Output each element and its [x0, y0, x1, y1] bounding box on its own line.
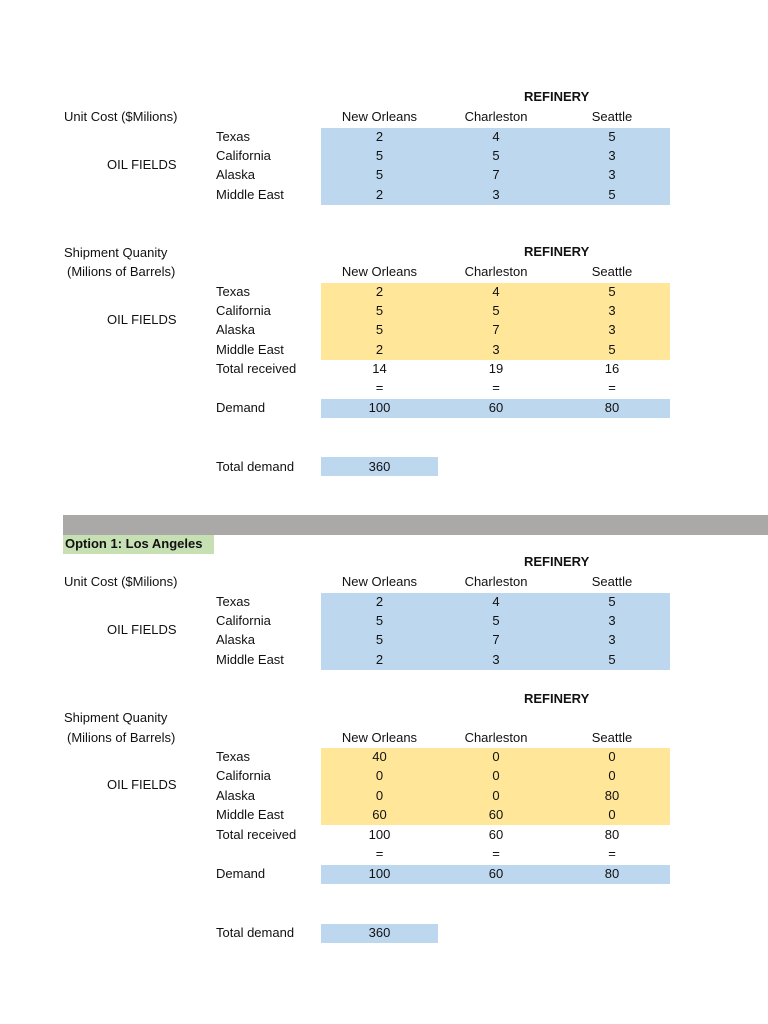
total-demand-label: Total demand [216, 459, 295, 474]
table-cell: 3 [608, 167, 616, 182]
refinery-header: REFINERY [524, 89, 590, 104]
table-cell[interactable]: 0 [608, 749, 616, 764]
row-label-california: California [216, 303, 271, 318]
column-header-new-orleans: New Orleans [341, 109, 418, 124]
table-cell[interactable]: 5 [608, 284, 616, 299]
table-cell[interactable]: 5 [375, 303, 384, 318]
table-cell: 5 [608, 187, 616, 202]
demand-value: 100 [368, 400, 391, 415]
row-label-alaska: Alaska [216, 322, 256, 337]
refinery-header: REFINERY [524, 554, 590, 569]
oil-fields-label: OIL FIELDS [107, 157, 177, 172]
table-cell: 2 [375, 187, 384, 202]
table-cell: 3 [608, 148, 616, 163]
row-label-middle-east: Middle East [216, 342, 284, 357]
column-header-charleston: Charleston [464, 109, 528, 124]
table-cell[interactable]: 0 [608, 768, 616, 783]
table-cell: 2 [375, 129, 384, 144]
table-cell[interactable]: 3 [492, 342, 500, 357]
demand-value: 80 [604, 400, 620, 415]
table-cell[interactable]: 0 [375, 768, 384, 783]
table-cell[interactable]: 4 [492, 284, 500, 299]
total-received-value: 14 [372, 361, 387, 376]
table-cell: 3 [492, 652, 500, 667]
table-cell[interactable]: 0 [375, 788, 384, 803]
table-cell[interactable]: 0 [492, 788, 500, 803]
table-cell[interactable]: 60 [488, 807, 504, 822]
equals-sign: = [608, 380, 616, 395]
table-cell[interactable]: 0 [492, 768, 500, 783]
table-cell: 3 [492, 187, 500, 202]
shipment-units-label: (Milions of Barrels) [67, 264, 176, 279]
table-cell: 4 [492, 594, 500, 609]
unit-cost-label: Unit Cost ($Milions) [64, 574, 178, 589]
table-cell[interactable]: 5 [375, 322, 384, 337]
oil-fields-label: OIL FIELDS [107, 312, 177, 327]
total-received-value: 60 [488, 827, 504, 842]
table-cell[interactable]: 7 [492, 322, 500, 337]
table-cell: 7 [492, 167, 500, 182]
total-received-value: 16 [604, 361, 620, 376]
demand-value: 60 [488, 866, 504, 881]
demand-value: 80 [604, 866, 620, 881]
oil-fields-label: OIL FIELDS [107, 777, 177, 792]
table-cell: 5 [608, 594, 616, 609]
table-cell[interactable]: 80 [604, 788, 620, 803]
column-header-charleston: Charleston [464, 574, 528, 589]
table-cell[interactable]: 3 [608, 303, 616, 318]
column-header-new-orleans: New Orleans [341, 730, 418, 745]
table-cell: 5 [492, 148, 500, 163]
row-label-california: California [216, 613, 271, 628]
demand-label: Demand [216, 866, 266, 881]
table-cell: 3 [608, 632, 616, 647]
table-cell: 5 [492, 613, 500, 628]
table-cell[interactable]: 2 [375, 284, 384, 299]
row-label-california: California [216, 768, 271, 783]
row-label-texas: Texas [216, 749, 250, 764]
refinery-header: REFINERY [524, 691, 590, 706]
total-demand-value: 360 [368, 459, 391, 474]
oil-fields-label: OIL FIELDS [107, 622, 177, 637]
table-cell[interactable]: 60 [372, 807, 387, 822]
table-cell: 5 [375, 148, 384, 163]
table-cell[interactable]: 3 [608, 322, 616, 337]
table-cell: 3 [608, 613, 616, 628]
total-received-value: 100 [368, 827, 391, 842]
table-cell: 7 [492, 632, 500, 647]
table-cell[interactable]: 0 [492, 749, 500, 764]
table-cell: 5 [375, 167, 384, 182]
demand-value: 60 [488, 400, 504, 415]
shipment-quantity-label: Shipment Quanity [64, 245, 168, 260]
demand-value: 100 [368, 866, 391, 881]
row-label-alaska: Alaska [216, 632, 256, 647]
column-header-seattle: Seattle [591, 574, 633, 589]
column-header-charleston: Charleston [464, 264, 528, 279]
total-received-label: Total received [216, 361, 297, 376]
table-cell: 4 [492, 129, 500, 144]
total-demand-label: Total demand [216, 925, 295, 940]
total-received-value: 80 [604, 827, 620, 842]
equals-sign: = [492, 846, 500, 861]
equals-sign: = [492, 380, 500, 395]
column-header-new-orleans: New Orleans [341, 264, 418, 279]
row-label-alaska: Alaska [216, 788, 256, 803]
table-cell: 5 [608, 129, 616, 144]
section-divider [63, 515, 768, 535]
total-received-value: 19 [488, 361, 504, 376]
equals-sign: = [375, 846, 384, 861]
table-cell: 5 [608, 652, 616, 667]
equals-sign: = [375, 380, 384, 395]
table-cell: 2 [375, 594, 384, 609]
shipment-quantity-label: Shipment Quanity [64, 710, 168, 725]
total-received-label: Total received [216, 827, 297, 842]
unit-cost-label: Unit Cost ($Milions) [64, 109, 178, 124]
row-label-middle-east: Middle East [216, 807, 284, 822]
table-cell[interactable]: 0 [608, 807, 616, 822]
row-label-texas: Texas [216, 284, 250, 299]
table-cell: 2 [375, 652, 384, 667]
column-header-seattle: Seattle [591, 730, 633, 745]
row-label-california: California [216, 148, 271, 163]
table-cell: 5 [375, 632, 384, 647]
option-title: Option 1: Los Angeles [65, 536, 203, 551]
row-label-middle-east: Middle East [216, 187, 284, 202]
equals-sign: = [608, 846, 616, 861]
row-label-texas: Texas [216, 129, 250, 144]
table-cell: 5 [375, 613, 384, 628]
row-label-alaska: Alaska [216, 167, 256, 182]
row-label-texas: Texas [216, 594, 250, 609]
shipment-units-label: (Milions of Barrels) [67, 730, 176, 745]
column-header-seattle: Seattle [591, 109, 633, 124]
table-cell[interactable]: 40 [372, 749, 387, 764]
demand-label: Demand [216, 400, 266, 415]
table-cell[interactable]: 5 [608, 342, 616, 357]
column-header-seattle: Seattle [591, 264, 633, 279]
column-header-charleston: Charleston [464, 730, 528, 745]
table-cell[interactable]: 2 [375, 342, 384, 357]
column-header-new-orleans: New Orleans [341, 574, 418, 589]
table-cell[interactable]: 5 [492, 303, 500, 318]
refinery-header: REFINERY [524, 244, 590, 259]
total-demand-value: 360 [368, 925, 391, 940]
row-label-middle-east: Middle East [216, 652, 284, 667]
